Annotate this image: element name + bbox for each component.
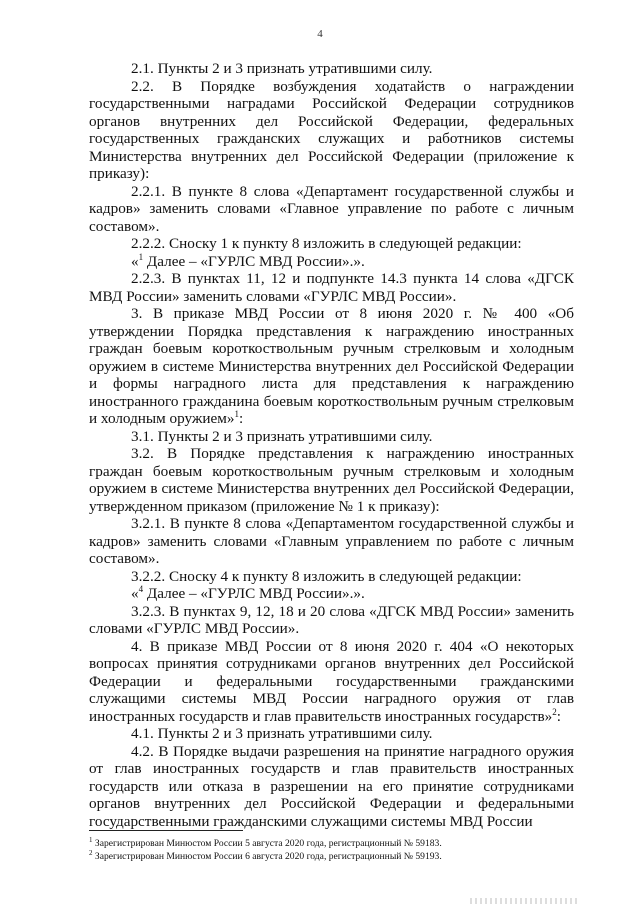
- footnote-number: 2: [89, 848, 93, 857]
- footnote-marker: 2: [552, 706, 557, 717]
- paragraph-2-2-1: 2.2.1. В пункте 8 слова «Департамент государственной службы и кадров» заменить словами «Главное управление по работе с личным составом».: [89, 182, 574, 235]
- paragraph-2-2: 2.2. В Порядке возбуждения ходатайств о награждении государственными наградами Российской Федерации сотрудников органов внутренних дел Российской Федерации, федеральных государственных гражданских служащих и работников системы Министерства внутренних дел Российской Федерации (приложение к приказу):: [89, 77, 574, 182]
- paragraph-2-1: 2.1. Пункты 2 и 3 признать утратившими силу.: [131, 60, 433, 77]
- paragraph-4-2: 4.2. В Порядке выдачи разрешения на принятие наградного оружия от глав иностранных государств и глав правительств иностранных государств или отказа в разрешении на его принятие сотрудниками органов внутренних дел Российской Федерации и федеральными государственными гражданскими служащими системы МВД России: [89, 742, 574, 830]
- paragraph-4-1: 4.1. Пункты 2 и 3 признать утратившими силу.: [131, 725, 433, 742]
- footnote-marker: 1: [234, 408, 239, 419]
- paragraph-4: [89, 638, 574, 726]
- paragraph-3-2-2: 3.2.2. Сноску 4 к пункту 8 изложить в следующей редакции:: [131, 567, 522, 585]
- paragraph-3-2-1: 3.2.1. В пункте 8 слова «Департаментом государственной службы и кадров» заменить словами «Главным управлением по работе с личным составом».: [89, 515, 574, 567]
- paragraph-2-2-2: 2.2.2. Сноску 1 к пункту 8 изложить в следующей редакции:: [131, 235, 522, 252]
- paragraph-3-1: 3.1. Пункты 2 и 3 признать утратившими силу.: [131, 427, 433, 445]
- quote-open: «: [131, 585, 139, 602]
- document-body: [89, 60, 574, 830]
- quote-body: Далее – «ГУРЛС МВД России».».: [143, 585, 365, 602]
- page-number: 4: [317, 28, 323, 40]
- scan-artifact: [470, 898, 580, 904]
- footnote-2: [89, 850, 574, 863]
- paragraph-3-2-3: 3.2.3. В пунктах 9, 12, 18 и 20 слова «ДГСК МВД России» заменить словами «ГУРЛС МВД России».: [89, 602, 574, 637]
- footnote-text: Зарегистрирован Минюстом России 6 августа 2020 года, регистрационный № 59193.: [92, 851, 442, 862]
- footnote-marker: 1: [138, 251, 144, 262]
- quote-open: «: [131, 252, 139, 270]
- paragraph-3-end: :: [238, 410, 244, 427]
- paragraph-3-text: 3. В приказе МВД России от 8 июня 2020 г. № 400 «Об утверждении Порядка представления к награждению иностранных граждан боевым короткоствольным ручным стрелковым и холодным оружием в системе Министерства внутренних дел Российской Федерации и формы наградного листа для представления к награждению иностранного гражданина боевым короткоствольным ручным стрелковым и холодным оружием»: [89, 305, 574, 427]
- paragraph-3-2: 3.2. В Порядке представления к награждению иностранных граждан боевым короткоствольным ручным стрелковым и холодным оружием в системе Министерства внутренних дел Российской Федерации, утвержденном приказом (приложение № 1 к приказу):: [89, 445, 574, 515]
- footnote-number: 1: [89, 835, 93, 844]
- paragraph-footnote-1-text: [89, 253, 574, 271]
- paragraph-3: [89, 305, 574, 428]
- footnote-marker: 4: [138, 583, 144, 594]
- quote-body: Далее – «ГУРЛС МВД России».».: [143, 252, 365, 270]
- footnotes: [89, 837, 574, 863]
- paragraph-footnote-4-text: [89, 585, 574, 603]
- footnote-1: [89, 837, 574, 850]
- paragraph-2-2-3: 2.2.3. В пунктах 11, 12 и подпункте 14.3 пункта 14 слова «ДГСК МВД России» заменить словами «ГУРЛС МВД России».: [89, 270, 574, 305]
- footnote-text: Зарегистрирован Минюстом России 5 августа 2020 года, регистрационный № 59183.: [92, 838, 442, 849]
- paragraph-4-end: :: [556, 707, 561, 725]
- paragraph-4-text: 4. В приказе МВД России от 8 июня 2020 г. 404 «О некоторых вопросах принятия сотрудниками органов внутренних дел Российской Федерации и федеральными государственными гражданскими служащими системы МВД России наградного оружия от глав иностранных государств и глав правительств иностранных государств»: [89, 637, 574, 725]
- footnote-divider: [89, 830, 243, 831]
